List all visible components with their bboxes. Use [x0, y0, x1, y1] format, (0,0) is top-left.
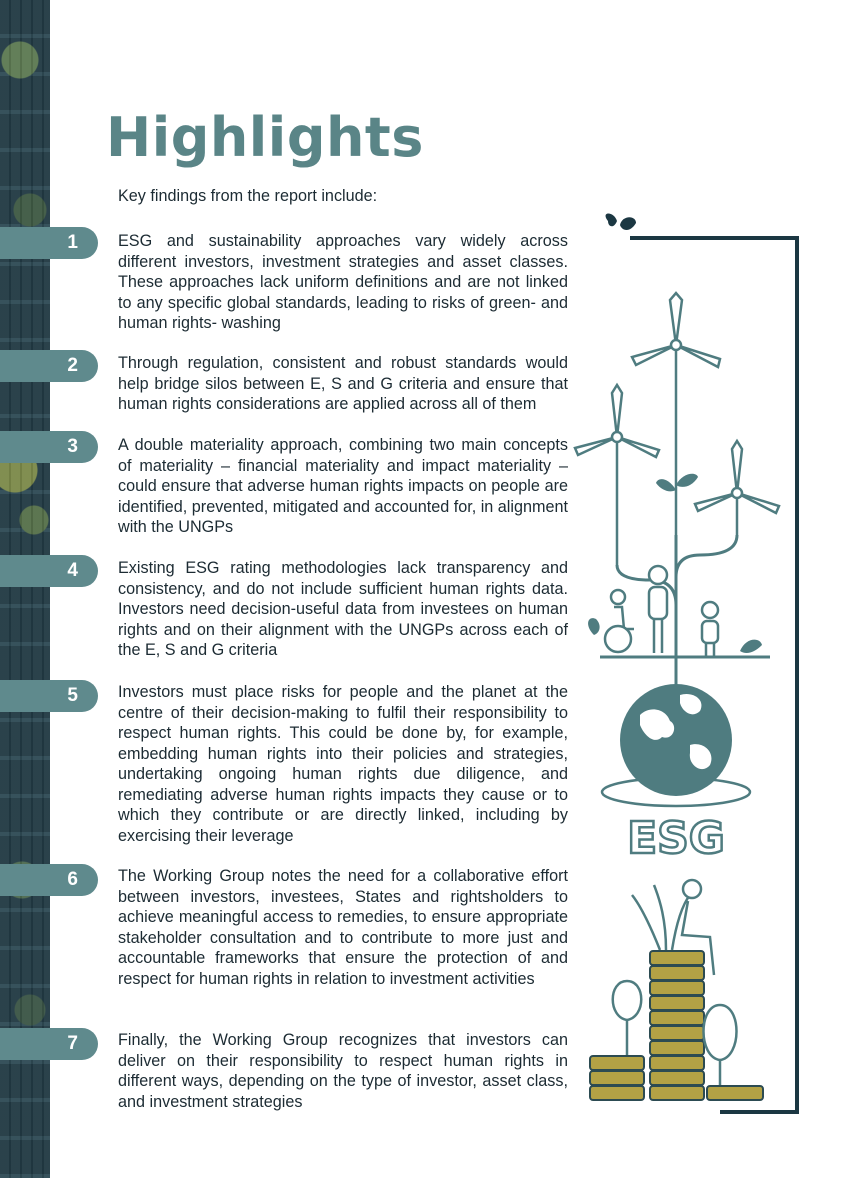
globe-icon — [602, 684, 750, 806]
wind-turbine-icon — [632, 293, 720, 535]
finding-number-badge: 4 — [0, 555, 98, 587]
intro-text: Key findings from the report include: — [118, 187, 378, 205]
plant-icon — [632, 885, 690, 950]
wind-turbine-icon — [695, 441, 779, 535]
finding-number-badge: 3 — [0, 431, 98, 463]
finding-number-badge: 1 — [0, 227, 98, 259]
page-title: Highlights — [106, 106, 424, 169]
leaf-icon — [606, 214, 636, 231]
people-icon — [605, 566, 718, 657]
finding-number-badge: 5 — [0, 680, 98, 712]
finding-text: Through regulation, consistent and robust standards would help bridge silos between E, S and G criteria and ensure that human rights considerations are applied across all of them — [118, 354, 568, 413]
wind-turbine-icon — [575, 385, 659, 565]
finding-number-badge: 2 — [0, 350, 98, 382]
finding-number-badge: 6 — [0, 864, 98, 896]
finding-text: A double materiality approach, combining two main concepts of materiality – financial materiality and impact materiality – could ensure that adverse human rights impacts on people are identified, prevented, mitigated and accounted for, in alignment with the UNGPs — [118, 436, 568, 536]
finding-text: The Working Group notes the need for a collaborative effort between investors, investees, States and rightsholders to achieve meaningful access to remedies, to ensure appropriate stakeholder consultation and to contribute to more just and accountable frameworks that ensure the protection of and respect for human rights in relation to investment activities — [118, 867, 568, 988]
finding-number-badge: 7 — [0, 1028, 98, 1060]
esg-label: ESG — [627, 813, 725, 864]
finding-text: Finally, the Working Group recognizes that investors can deliver on their responsibility to respect human rights in different ways, depending on the type of investor, asset class, and investment strategies — [118, 1031, 568, 1111]
side-photo-strip — [0, 0, 50, 1178]
esg-illustration — [570, 205, 810, 1125]
finding-text: ESG and sustainability approaches vary widely across different investors, investment strategies and asset classes. These approaches lack uniform definitions and are not linked to any specific global standards, leading to risks of green- and human rights- washing — [118, 232, 568, 332]
finding-text: Investors must place risks for people and the planet at the centre of their decision-making to fulfil their responsibility to respect human rights. This could be done by, for example, embedding human rights into their policies and strategies, undertaking ongoing human rights due diligence, and remediating adverse human rights impacts they cause or to which they contribute or are directly linked, including by exercising their leverage — [118, 683, 568, 845]
finding-text: Existing ESG rating methodologies lack transparency and consistency, and do not include sufficient human rights data. Investors need decision-useful data from investees on human rights and on their alignment with the UNGPs across each of the E, S and G criteria — [118, 559, 568, 659]
